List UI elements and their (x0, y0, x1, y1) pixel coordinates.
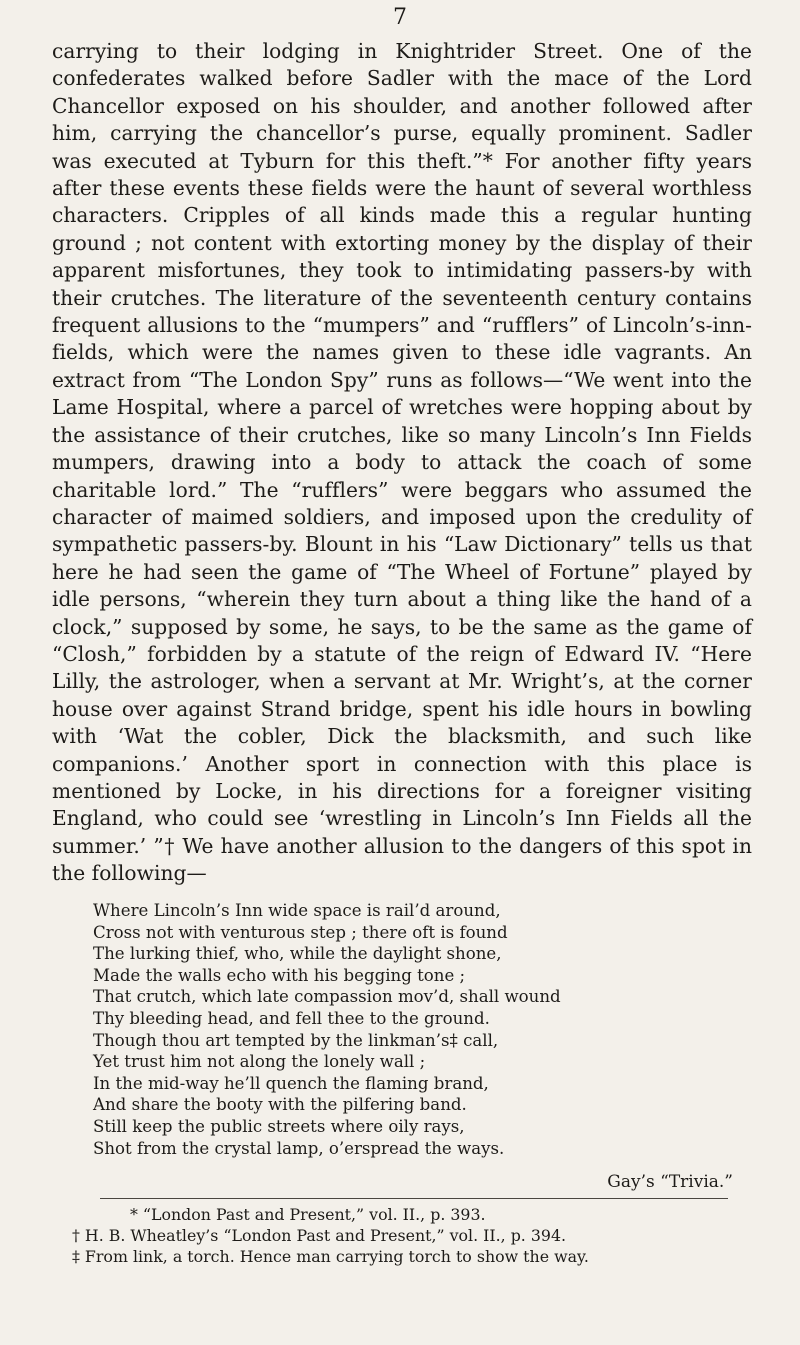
footnote: † H. B. Wheatley’s “London Past and Present,” vol. II., p. 394. (72, 1226, 567, 1245)
footnote: ‡ From link, a torch. Hence man carrying torch to show the way. (72, 1247, 589, 1266)
poem-line: The lurking thief, who, while the daylight shone, (93, 944, 502, 964)
footnote-divider (100, 1198, 728, 1199)
poem-line: Where Lincoln’s Inn wide space is rail’d around, (93, 901, 501, 920)
poem-line: Made the walls echo with his begging tone ; (93, 965, 466, 985)
main-paragraph: carrying to their lodging in Knightrider Street. One of the confederates walked before Sadler with the mace of the Lord Chancellor exposed on his shoulder, and another followed after him, carrying the chancellor’s purse, equally prominent. Sadler was executed at Tyburn for this theft.”* For another fifty years after these events these fields were the haunt of several worthless characters. Cripples of all kinds made this a regular hunting ground ; not content with extorting money by the display of their apparent misfortunes, they took to intimidating passers-by with their crutches. The literature of the seventeenth century contains frequent allusions to the “mumpers” and “rufflers” of Lincoln’s-inn-fields, which were the names given to these idle vagrants. An extract from “The London Spy” runs as follows—“We went into the Lame Hospital, where a parcel of wretches were hopping about by the assistance of their crutches, like so many Lincoln’s Inn Fields mumpers, drawing into a body to attack the coach of some charitable lord.” The “rufflers” were beggars who assumed the character of maimed soldiers, and imposed upon the credulity of sympathetic passers-by. Blount in his “Law Dictionary” tells us that here he had seen the game of “The Wheel of Fortune” played by idle persons, “wherein they turn about a thing like the hand of a clock,” supposed by some, he says, to be the same as the game of “Closh,” forbidden by a statute of the reign of Edward IV. “Here Lilly, the astrologer, when a servant at Mr. Wright’s, at the corner house over against Strand bridge, spent his idle hours in bowling with ‘Wat the cobler, Dick the blacksmith, and such like companions.’ Another sport in connection with this place is mentioned by Locke, in his directions for a foreigner visiting England, who could see ‘wrestling in Lincoln’s Inn Fields all the summer.’ ”† We have another allusion to the dangers of this spot in the following— (52, 39, 752, 886)
body-text (52, 38, 752, 888)
footnotes (72, 1204, 762, 1267)
poem-quote (93, 900, 733, 1159)
poem-line: Shot from the crystal lamp, o’erspread the ways. (93, 1138, 505, 1158)
poem-attribution: Gay’s “Trivia.” (607, 1172, 733, 1192)
poem-line: Thy bleeding head, and fell thee to the ground. (93, 1008, 490, 1028)
footnote: * “London Past and Present,” vol. II., p. 393. (130, 1205, 486, 1224)
poem-line: Though thou art tempted by the linkman’s‡ call, (93, 1030, 499, 1050)
poem-line: Yet trust him not along the lonely wall ; (93, 1052, 426, 1072)
poem-line: Cross not with venturous step ; there oft is found (93, 922, 508, 942)
poem-line: In the mid-way he’ll quench the flaming brand, (93, 1073, 489, 1093)
poem-line: Still keep the public streets where oily rays, (93, 1116, 465, 1136)
page-number: 7 (393, 5, 407, 30)
poem-line: That crutch, which late compassion mov’d, shall wound (93, 987, 561, 1007)
poem-line: And share the booty with the pilfering band. (93, 1095, 467, 1115)
